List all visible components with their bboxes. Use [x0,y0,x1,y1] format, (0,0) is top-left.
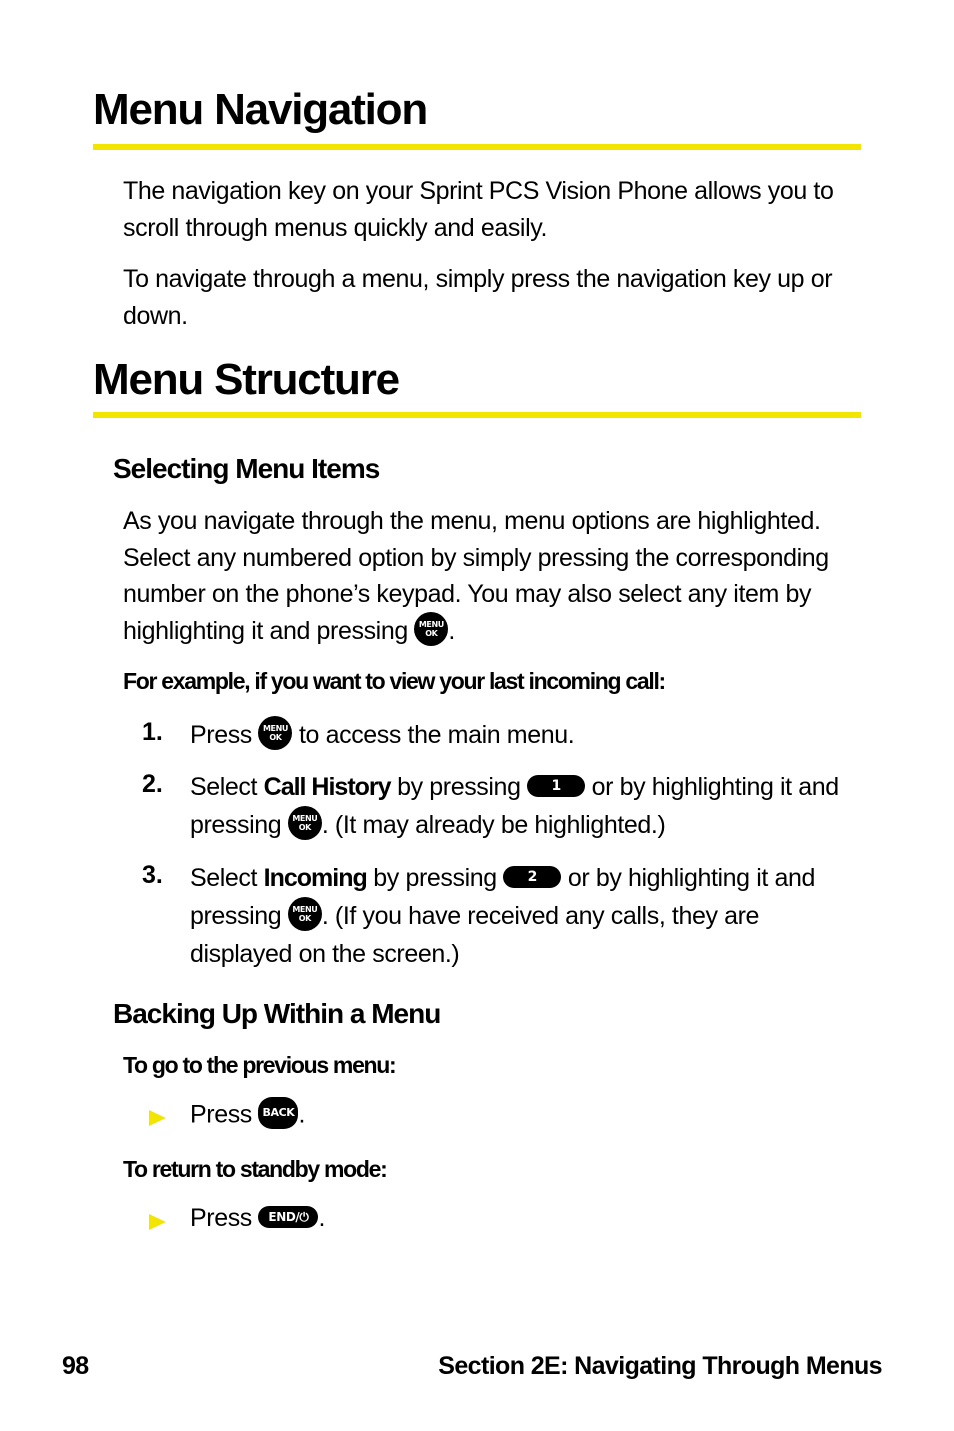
step-3-note: . (If you have received any calls, they are displayed on the screen.) [190,902,760,968]
key-1-icon: 1 [527,775,585,797]
step-2-text [190,768,860,844]
standby-lead: To return to standby mode: [123,1156,387,1182]
step-1-rest: to access the main menu. [299,721,575,749]
paragraph-selecting [123,503,858,649]
period: . [318,1204,325,1232]
incoming-item: Incoming [263,864,367,892]
step-number: 2. [142,770,163,798]
section-footer: Section 2E: Navigating Through Menus [438,1352,882,1380]
press-end-line [190,1204,325,1233]
title-rule [93,412,861,418]
key-2-icon: 2 [503,866,561,888]
subheading-selecting-menu-items: Selecting Menu Items [113,453,380,484]
menu-ok-key-icon: MENU OK [288,897,322,931]
paragraph-navigate-menu: To navigate through a menu, simply press the navigation key up or down. [123,265,833,330]
step-3-or: or by highlighting it and pressing [190,864,815,930]
end-power-key-icon: END/⏻ [258,1206,318,1228]
section-title-menu-navigation: Menu Navigation [93,85,428,134]
example-lead: For example, if you want to view your last incoming call: [123,668,665,694]
step-1-press: Press [190,721,252,749]
bullet-arrow-icon [149,1110,166,1126]
menu-ok-key-icon: MENU OK [414,612,448,646]
title-rule [93,144,861,150]
subheading-backing-up: Backing Up Within a Menu [113,998,441,1029]
step-2-by-pressing: by pressing [397,773,521,801]
step-number: 1. [142,718,163,746]
step-2-or: or by highlighting it and pressing [190,773,839,839]
menu-ok-key-icon: MENU OK [258,716,292,750]
period: . [298,1100,305,1129]
step-2-note: . (It may already be highlighted.) [321,811,666,839]
period: . [448,616,455,645]
press-label: Press [190,1100,252,1129]
step-1-text [190,716,860,754]
step-3-text [190,859,860,973]
step-2-select: Select [190,773,258,801]
press-back-line [190,1100,305,1132]
bullet-arrow-icon [149,1214,166,1230]
press-label: Press [190,1204,252,1232]
previous-menu-lead: To go to the previous menu: [123,1052,396,1078]
selecting-body-text: As you navigate through the menu, menu options are highlighted. Select any numbered option by simply pressing the corresponding number on the phone’s keypad. You may also select any item by highlighting it and pressing [123,507,829,645]
section-title-menu-structure: Menu Structure [93,355,399,404]
menu-ok-key-icon: MENU OK [288,806,322,840]
step-3-select: Select [190,864,258,892]
call-history-item: Call History [263,773,391,801]
page-number: 98 [62,1352,89,1380]
step-number: 3. [142,861,163,889]
back-key-icon: BACK [258,1097,298,1129]
step-3-by-pressing: by pressing [373,864,497,892]
paragraph-navigation-key: The navigation key on your Sprint PCS Vision Phone allows you to scroll through menus quickly and easily. [123,177,834,242]
